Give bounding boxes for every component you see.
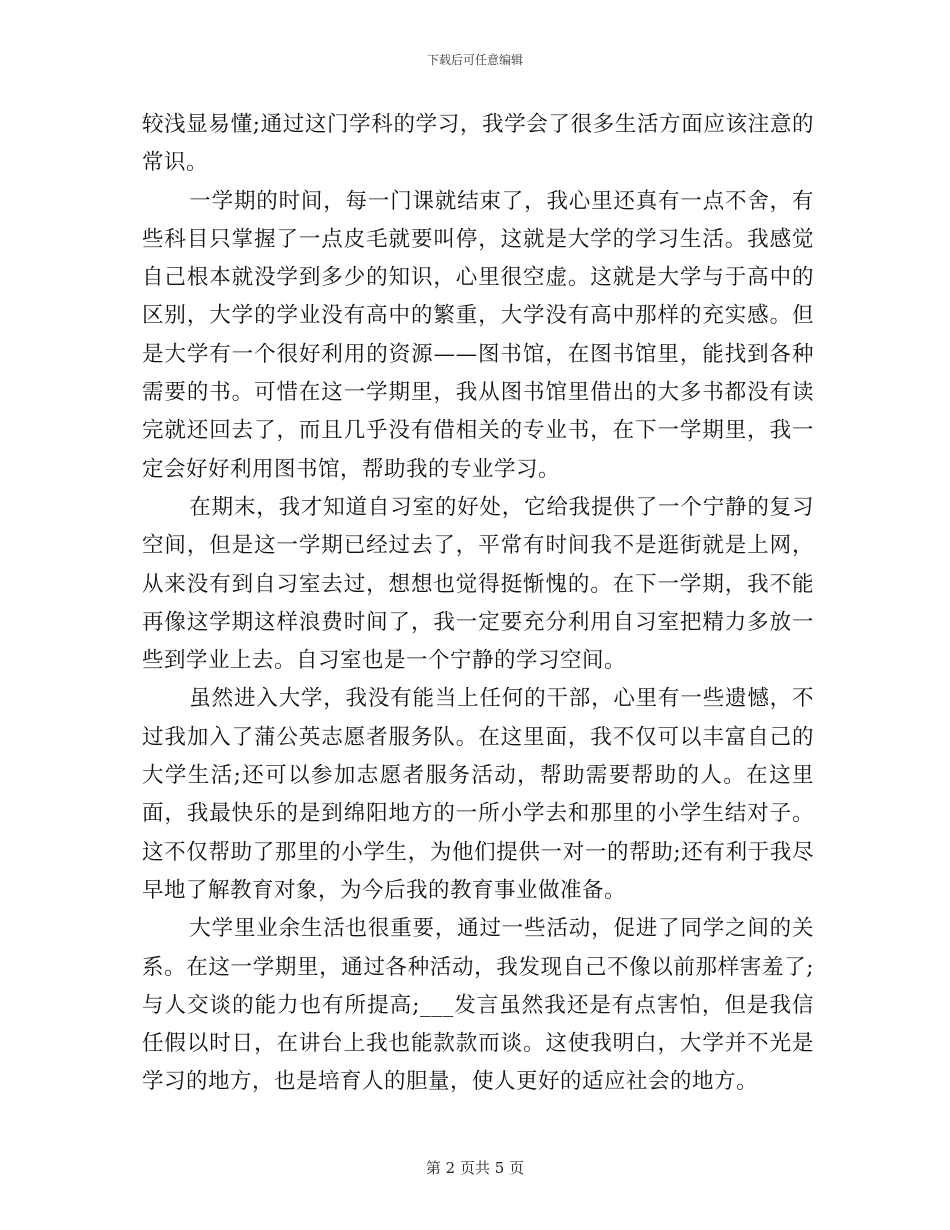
paragraph-continued: 较浅显易懂;通过这门学科的学习，我学会了很多生活方面应该注意的常识。 [142, 112, 814, 176]
document-body [142, 106, 814, 1102]
paragraph-study-room: 在期末，我才知道自习室的好处，它给我提供了一个宁静的复习空间，但是这一学期已经过去了，平常有时间我不是逛街就是上网，从来没有到自习室去过，想想也觉得挺惭愧的。在下一学期，我不能再像这学期这样浪费时间了，我一定要充分利用自习室把精力多放一些到学业上去。自习室也是一个宁静的学习空间。 [142, 494, 814, 674]
paragraph-course-semester: 一学期的时间，每一门课就结束了，我心里还真有一点不舍，有些科目只掌握了一点皮毛就要叫停，这就是大学的学习生活。我感觉自己根本就没学到多少的知识，心里很空虚。这就是大学与于高中的区别，大学的学业没有高中的繁重，大学没有高中那样的充实感。但是大学有一个很好利用的资源——图书馆，在图书馆里，能找到各种需要的书。可惜在这一学期里，我从图书馆里借出的大多书都没有读完就还回去了，而且几乎没有借相关的专业书，在下一学期里，我一定会好好利用图书馆，帮助我的专业学习。 [142, 188, 814, 482]
page-header: 下载后可任意编辑 [426, 53, 523, 67]
paragraph-extracurricular: 大学里业余生活也很重要，通过一些活动，促进了同学之间的关系。在这一学期里，通过各种活动，我发现自己不像以前那样害羞了;与人交谈的能力也有所提高;___发言虽然我还是有点害怕，但是我信任假以时日，在讲台上我也能款款而谈。这使我明白，大学并不光是学习的地方，也是培育人的胆量，使人更好的适应社会的地方。 [142, 916, 814, 1095]
paragraph-volunteer: 虽然进入大学，我没有能当上任何的干部，心里有一些遗憾，不过我加入了蒲公英志愿者服务队。在这里面，我不仅可以丰富自己的大学生活;还可以参加志愿者服务活动，帮助需要帮助的人。在这里面，我最快乐的是到绵阳地方的一所小学去和那里的小学生结对子。这不仅帮助了那里的小学生，为他们提供一对一的帮助;还有利于我尽早地了解教育对象，为今后我的教育事业做准备。 [142, 686, 814, 903]
page-footer-page-number: 第 2 页共 5 页 [425, 1159, 525, 1177]
